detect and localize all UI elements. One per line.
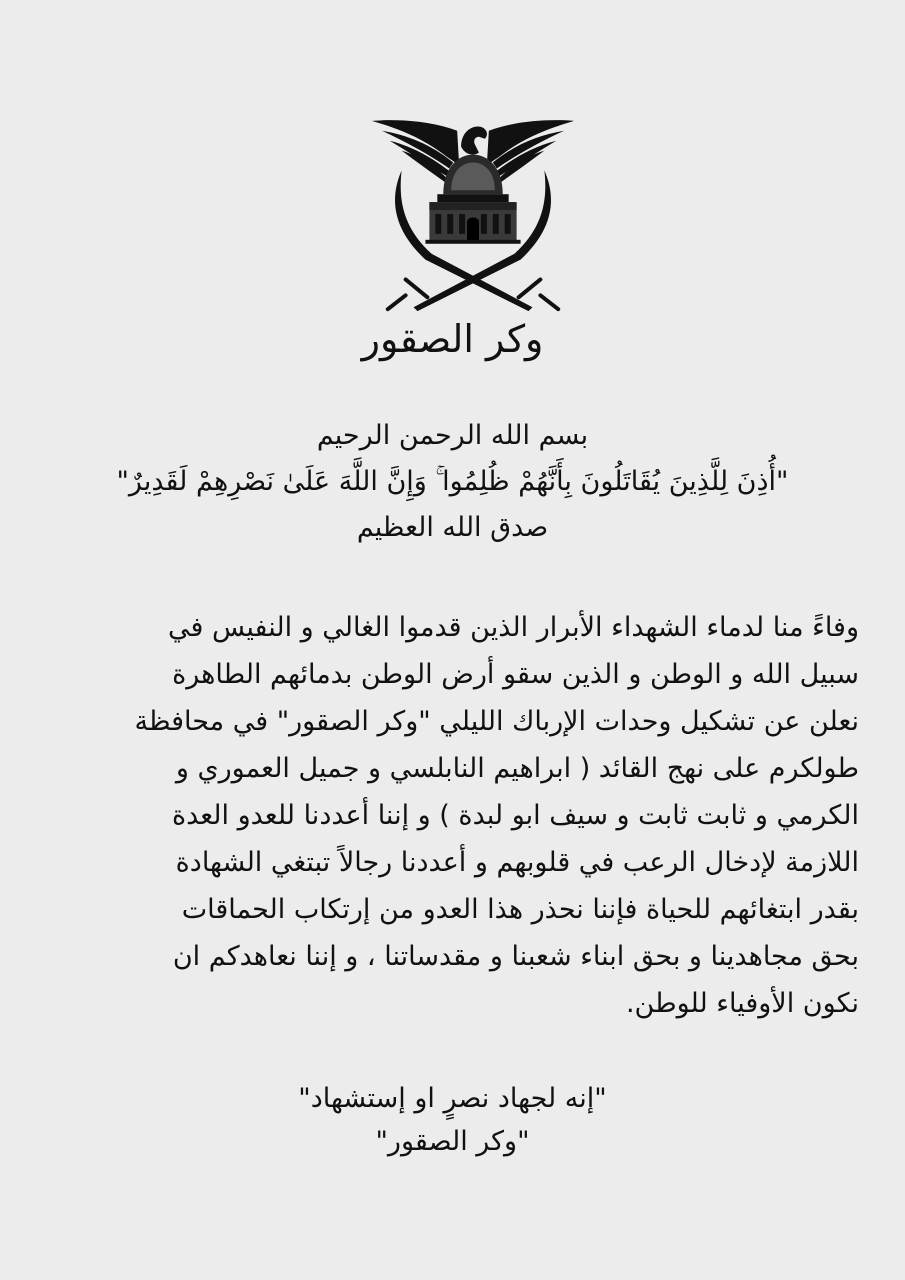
- closing-signature: "وكر الصقور": [375, 1126, 530, 1157]
- body-line: نكون الأوفياء للوطن.: [625, 988, 859, 1019]
- basmala-block: [0, 413, 905, 551]
- statement-body: [29, 604, 859, 1027]
- closing-block: [0, 1077, 905, 1163]
- body-line: نعلن عن تشكيل وحدات الإرباك الليلي "وكر الصقور" في محافظة: [134, 706, 859, 737]
- basmala-line: بسم الله الرحمن الرحيم: [316, 420, 589, 451]
- body-line: طولكرم على نهج القائد ( ابراهيم النابلسي و جميل العموري و: [175, 753, 859, 784]
- body-line: بحق مجاهدينا و بحق ابناء شعبنا و مقدساتنا ، و إننا نعاهدكم ان: [172, 941, 859, 972]
- eagle-dome-crossed-swords-emblem-icon: [362, 112, 584, 324]
- quran-verse: "أُذِنَ لِلَّذِينَ يُقَاتَلُونَ بِأَنَّهُمْ ظُلِمُوا ۚ وَإِنَّ اللَّهَ عَلَىٰ نَصْرِهِمْ لَقَدِيرٌ": [116, 466, 789, 497]
- body-line: الكرمي و ثابت ثابت و سيف ابو لبدة ) و إننا أعددنا للعدو العدة: [171, 800, 859, 831]
- body-line: بقدر ابتغائهم للحياة فإننا نحذر هذا العدو من إرتكاب الحماقات: [181, 894, 859, 925]
- body-line: سبيل الله و الوطن و الذين سقو أرض الوطن بدمائهم الطاهرة: [172, 659, 859, 690]
- org-name-title: وكر الصقور: [361, 317, 544, 361]
- body-line: اللازمة لإدخال الرعب في قلوبهم و أعددنا رجالاً تبتغي الشهادة: [175, 847, 859, 878]
- body-line: وفاءً منا لدماء الشهداء الأبرار الذين قدموا الغالي و النفيس في: [167, 612, 859, 643]
- sadaq-line: صدق الله العظيم: [356, 512, 549, 543]
- closing-slogan: "إنه لجهاد نصرٍ او إستشهاد": [298, 1083, 607, 1114]
